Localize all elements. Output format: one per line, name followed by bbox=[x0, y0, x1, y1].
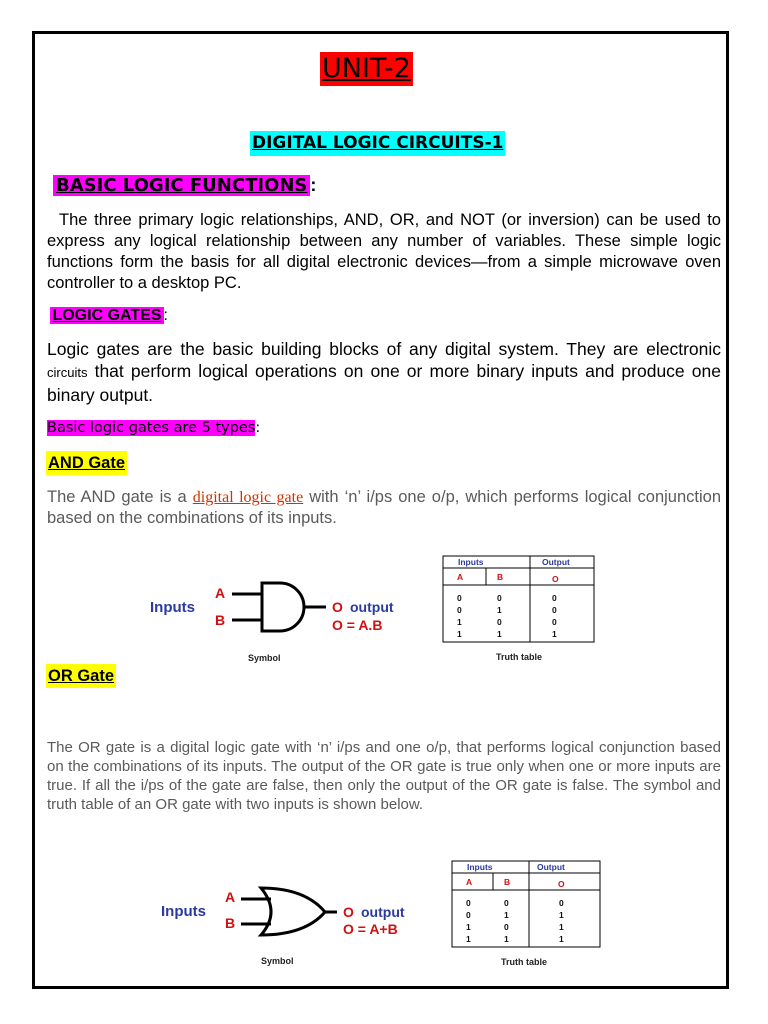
unit-title: UNIT-2 bbox=[322, 53, 411, 84]
tt-col-b: B bbox=[497, 572, 504, 582]
inputs-label: Inputs bbox=[150, 599, 195, 616]
tt-cell: 1 bbox=[457, 629, 462, 639]
tt-col-a: A bbox=[466, 877, 473, 887]
basic-functions-label: BASIC LOGIC FUNCTIONS bbox=[53, 175, 310, 196]
and-gate-symbol bbox=[140, 575, 420, 665]
tt-cell: 0 bbox=[497, 617, 502, 627]
tt-cell: 1 bbox=[559, 922, 564, 932]
and-expression: O = A.B bbox=[332, 617, 383, 633]
input-a-label: A bbox=[225, 889, 236, 905]
tt-head-inputs: Inputs bbox=[467, 862, 493, 872]
tt-cell: 0 bbox=[504, 922, 509, 932]
input-a-label: A bbox=[215, 585, 226, 601]
output-o-label: O bbox=[343, 904, 354, 920]
paragraph-small-text: circuits bbox=[47, 365, 88, 380]
tt-cell: 1 bbox=[497, 605, 502, 615]
digital-logic-gate-link[interactable]: digital logic gate bbox=[192, 489, 304, 506]
input-b-label: B bbox=[215, 612, 226, 628]
description-text: The AND gate is a bbox=[47, 488, 193, 506]
output-label: output bbox=[361, 904, 405, 920]
basic-functions-paragraph: The three primary logic relationships, AND, OR, and NOT (or inversion) can be used to express any logical relationship between any number of variables. These simple logic functions form the basis for all digital electronic devices—from a simple microwave oven controller to a desktop PC. bbox=[47, 211, 721, 292]
input-b-label: B bbox=[225, 915, 236, 931]
tt-col-a: A bbox=[457, 572, 464, 582]
tt-head-inputs: Inputs bbox=[458, 557, 484, 567]
tt-cell: 0 bbox=[457, 593, 462, 603]
description-text: with ‘n’ i/ps one o/p, which performs logical conjunction based on the combinations of its inputs. bbox=[47, 488, 721, 527]
tt-cell: 1 bbox=[497, 629, 502, 639]
inputs-label: Inputs bbox=[161, 903, 206, 920]
or-truth-table bbox=[451, 860, 606, 970]
tt-cell: 1 bbox=[466, 922, 471, 932]
heading-colon: : bbox=[310, 175, 317, 195]
tt-cell: 0 bbox=[559, 898, 564, 908]
or-gate-description: The OR gate is a digital logic gate with ‘n’ i/ps and one o/p, that performs logical conjunction based on the combinations of its inputs. The output of the OR gate is true only when one or more inputs are true. If all the i/ps of the gate are false, then only the output of the OR gate is false. The symbol and truth table of an OR gate with two inputs is shown below. bbox=[47, 739, 721, 813]
and-gate-shape-icon bbox=[262, 583, 304, 631]
gate-types-label: Basic logic gates are 5 types bbox=[47, 420, 256, 436]
tt-cell: 1 bbox=[457, 617, 462, 627]
or-expression: O = A+B bbox=[343, 921, 398, 937]
output-o-label: O bbox=[332, 599, 343, 615]
tt-col-b: B bbox=[504, 877, 511, 887]
logic-gates-label: LOGIC GATES bbox=[52, 307, 162, 324]
tt-cell: 0 bbox=[504, 898, 509, 908]
tt-cell: 1 bbox=[552, 629, 557, 639]
truth-table-caption: Truth table bbox=[501, 957, 548, 967]
section-title: DIGITAL LOGIC CIRCUITS-1 bbox=[250, 131, 505, 156]
tt-cell: 1 bbox=[504, 910, 509, 920]
gate-types-colon: : bbox=[255, 420, 261, 436]
output-label: output bbox=[350, 599, 394, 615]
or-gate-heading: OR Gate bbox=[46, 664, 116, 688]
and-gate-description bbox=[47, 487, 721, 529]
tt-cell: 0 bbox=[552, 617, 557, 627]
gate-types-line bbox=[46, 417, 260, 439]
heading-colon: : bbox=[163, 307, 168, 324]
tt-cell: 0 bbox=[552, 593, 557, 603]
tt-cell: 1 bbox=[559, 910, 564, 920]
tt-col-o: O bbox=[552, 574, 559, 584]
tt-cell: 0 bbox=[466, 910, 471, 920]
symbol-caption: Symbol bbox=[248, 653, 281, 663]
symbol-caption: Symbol bbox=[261, 956, 294, 966]
truth-table-caption: Truth table bbox=[496, 652, 543, 662]
or-gate-symbol bbox=[155, 882, 425, 968]
paragraph-text: that perform logical operations on one or more binary inputs and produce one binary output. bbox=[47, 361, 721, 405]
tt-cell: 1 bbox=[504, 934, 509, 944]
tt-cell: 0 bbox=[466, 898, 471, 908]
and-truth-table bbox=[442, 555, 598, 665]
basic-functions-heading bbox=[48, 173, 316, 198]
tt-cell: 0 bbox=[497, 593, 502, 603]
tt-cell: 1 bbox=[559, 934, 564, 944]
tt-cell: 0 bbox=[552, 605, 557, 615]
tt-col-o: O bbox=[558, 879, 565, 889]
or-gate-shape-icon bbox=[261, 888, 325, 935]
tt-head-output: Output bbox=[542, 557, 570, 567]
paragraph-text: Logic gates are the basic building blocks of any digital system. They are electronic bbox=[47, 339, 721, 359]
tt-cell: 0 bbox=[457, 605, 462, 615]
and-gate-heading: AND Gate bbox=[46, 451, 127, 475]
tt-head-output: Output bbox=[537, 862, 565, 872]
logic-gates-heading bbox=[46, 305, 168, 327]
tt-cell: 1 bbox=[466, 934, 471, 944]
logic-gates-paragraph bbox=[47, 338, 721, 406]
